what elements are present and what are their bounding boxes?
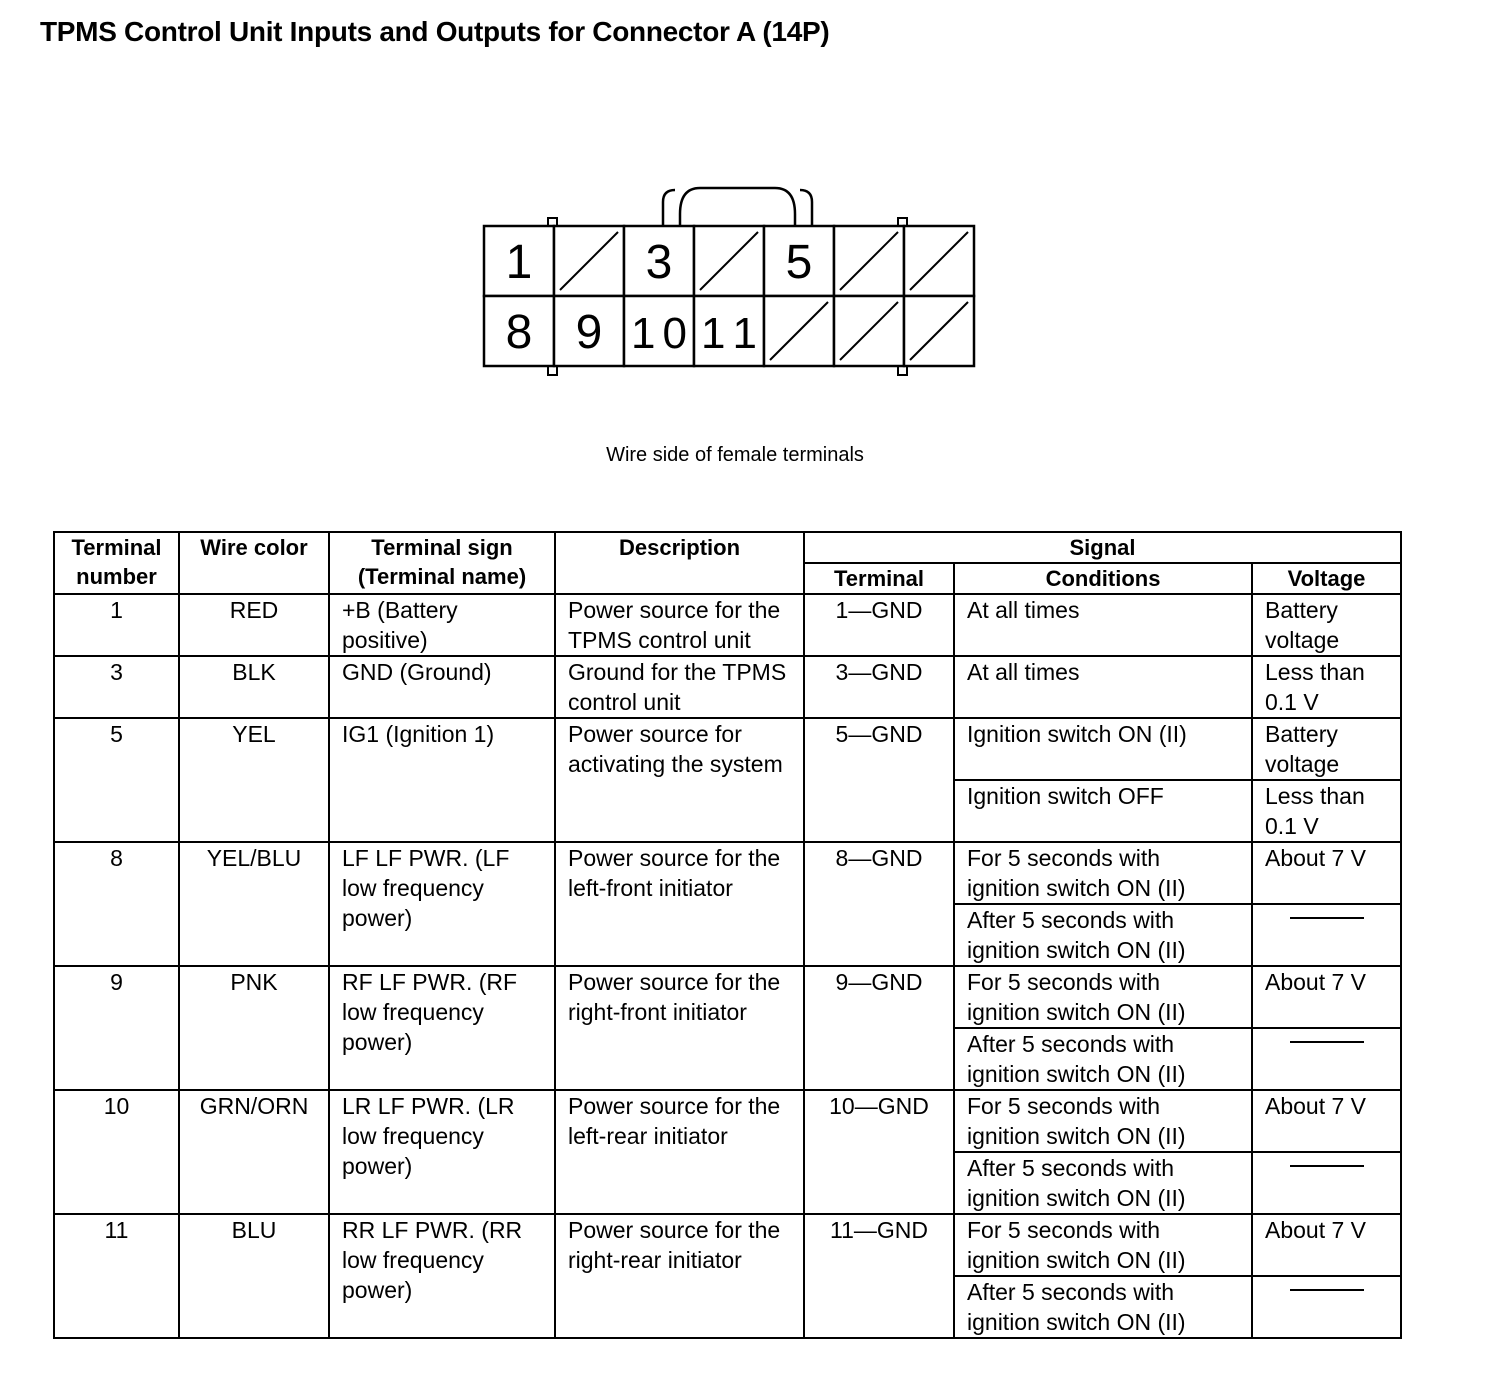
io-table-body [54, 594, 1401, 1338]
terminal-label: 10 [631, 309, 687, 358]
cell-condition: Ignition switch OFF [954, 780, 1252, 842]
header-terminal-sign: Terminal sign (Terminal name) [329, 532, 555, 594]
cell-condition: After 5 seconds with ignition switch ON (II) [954, 1028, 1252, 1090]
cell-voltage [1252, 1152, 1401, 1214]
cell-terminal-number: 3 [54, 656, 179, 718]
io-table [53, 531, 1402, 1339]
terminal-label: 3 [645, 236, 673, 289]
cell-voltage: About 7 V [1252, 1214, 1401, 1276]
cell-voltage: Battery voltage [1252, 594, 1401, 656]
connector-diagram [470, 180, 990, 390]
terminal-label: 9 [575, 306, 603, 359]
cell-wire-color: BLK [179, 656, 329, 718]
cell-condition: For 5 seconds with ignition switch ON (II) [954, 842, 1252, 904]
cell-wire-color: BLU [179, 1214, 329, 1338]
table-row [54, 842, 1401, 904]
connector-lock-tab [680, 188, 795, 226]
cell-terminal-number: 1 [54, 594, 179, 656]
cell-voltage: About 7 V [1252, 842, 1401, 904]
connector-caption: Wire side of female terminals [606, 444, 864, 466]
cell-signal-terminal: 3—GND [804, 656, 954, 718]
header-description: Description [555, 532, 804, 594]
cell-condition: At all times [954, 594, 1252, 656]
cell-condition: For 5 seconds with ignition switch ON (II) [954, 1214, 1252, 1276]
cell-description: Power source for the left-front initiator [555, 842, 804, 966]
cell-description: Power source for the right-rear initiator [555, 1214, 804, 1338]
cell-wire-color: RED [179, 594, 329, 656]
connector-pin-br [898, 366, 907, 375]
cell-condition: After 5 seconds with ignition switch ON (II) [954, 1276, 1252, 1338]
header-signal-terminal: Terminal [804, 563, 954, 594]
cell-wire-color: GRN/ORN [179, 1090, 329, 1214]
cell-condition: Ignition switch ON (II) [954, 718, 1252, 780]
connector-lock-tab-inner [663, 190, 675, 226]
header-signal: Signal [804, 532, 1401, 563]
cell-wire-color: YEL/BLU [179, 842, 329, 966]
cell-voltage: Battery voltage [1252, 718, 1401, 780]
cell-condition: After 5 seconds with ignition switch ON (II) [954, 1152, 1252, 1214]
cell-description: Power source for the TPMS control unit [555, 594, 804, 656]
no-voltage-dash [1290, 1289, 1364, 1291]
cell-terminal-sign: RF LF PWR. (RF low frequency power) [329, 966, 555, 1090]
cell-description: Power source for the right-front initiator [555, 966, 804, 1090]
cell-description: Power source for activating the system [555, 718, 804, 842]
cell-description: Power source for the left-rear initiator [555, 1090, 804, 1214]
connector-face [470, 180, 990, 390]
cell-voltage: About 7 V [1252, 1090, 1401, 1152]
cell-terminal-number: 9 [54, 966, 179, 1090]
header-terminal-number: Terminal number [54, 532, 179, 594]
cell-terminal-sign: GND (Ground) [329, 656, 555, 718]
cell-terminal-sign: IG1 (Ignition 1) [329, 718, 555, 842]
header-wire-color: Wire color [179, 532, 329, 594]
table-row [54, 656, 1401, 718]
cell-wire-color: PNK [179, 966, 329, 1090]
cell-terminal-number: 5 [54, 718, 179, 842]
cell-condition: After 5 seconds with ignition switch ON (II) [954, 904, 1252, 966]
cell-terminal-number: 8 [54, 842, 179, 966]
cell-voltage: Less than 0.1 V [1252, 656, 1401, 718]
cell-signal-terminal: 10—GND [804, 1090, 954, 1214]
cell-signal-terminal: 1—GND [804, 594, 954, 656]
header-voltage: Voltage [1252, 563, 1401, 594]
cell-voltage [1252, 1276, 1401, 1338]
table-row [54, 966, 1401, 1028]
terminal-label: 1 [505, 236, 533, 289]
cell-terminal-sign: LR LF PWR. (LR low frequency power) [329, 1090, 555, 1214]
cell-voltage [1252, 904, 1401, 966]
cell-terminal-number: 10 [54, 1090, 179, 1214]
cell-signal-terminal: 8—GND [804, 842, 954, 966]
cell-terminal-sign: +B (Battery positive) [329, 594, 555, 656]
cell-description: Ground for the TPMS control unit [555, 656, 804, 718]
cell-condition: At all times [954, 656, 1252, 718]
no-voltage-dash [1290, 1165, 1364, 1167]
table-row [54, 718, 1401, 780]
table-row [54, 1214, 1401, 1276]
page-title: TPMS Control Unit Inputs and Outputs for Connector A (14P) [40, 16, 830, 47]
cell-condition: For 5 seconds with ignition switch ON (II) [954, 966, 1252, 1028]
cell-wire-color: YEL [179, 718, 329, 842]
cell-terminal-sign: LF LF PWR. (LF low frequency power) [329, 842, 555, 966]
connector-pin-bl [548, 366, 557, 375]
table-row [54, 594, 1401, 656]
terminal-label: 5 [785, 236, 813, 289]
cell-voltage: Less than 0.1 V [1252, 780, 1401, 842]
header-conditions: Conditions [954, 563, 1252, 594]
cell-terminal-number: 11 [54, 1214, 179, 1338]
cell-signal-terminal: 9—GND [804, 966, 954, 1090]
cell-condition: For 5 seconds with ignition switch ON (II) [954, 1090, 1252, 1152]
terminal-label: 11 [701, 309, 757, 358]
table-row [54, 1090, 1401, 1152]
cell-terminal-sign: RR LF PWR. (RR low frequency power) [329, 1214, 555, 1338]
cell-signal-terminal: 11—GND [804, 1214, 954, 1338]
terminal-label: 8 [505, 306, 533, 359]
cell-voltage: About 7 V [1252, 966, 1401, 1028]
no-voltage-dash [1290, 917, 1364, 919]
cell-signal-terminal: 5—GND [804, 718, 954, 842]
no-voltage-dash [1290, 1041, 1364, 1043]
cell-voltage [1252, 1028, 1401, 1090]
connector-lock-tab-inner-right [800, 190, 812, 226]
